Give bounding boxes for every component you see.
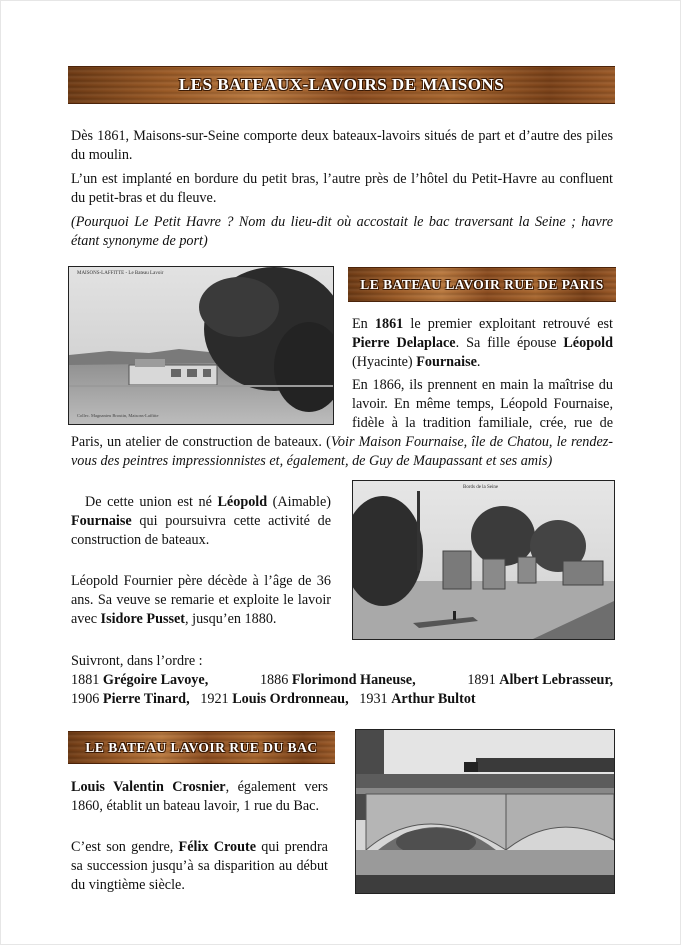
paris-p1-text-c: . Sa fille épouse [455, 335, 564, 351]
successor-6-name: Arthur Bultot [391, 691, 476, 707]
successor-1 [71, 671, 208, 690]
bac-p1-text: , également vers 1860, établit un bateau lavoir, 1 rue du Bac. [71, 779, 328, 814]
successors-lead: Suivront, dans l’ordre : [71, 653, 203, 669]
photo1-footer: Collec. Magnanieu Broutin, Maisons-Laffitte [77, 413, 159, 418]
intro-text-2: L’un est implanté en bordure du petit bras, l’autre près de l’hôtel du Petit-Havre au confluent du petit-bras et du fleuve. [71, 171, 613, 206]
main-title: LES BATEAUX-LAVOIRS DE MAISONS [178, 75, 505, 94]
bac-paragraph-2 [71, 838, 328, 895]
bac-paragraph-1 [71, 778, 328, 816]
intro-note: (Pourquoi Le Petit Havre ? Nom du lieu-dit où accostait le bac traversant la Seine ; havre étant synonyme de port) [71, 214, 613, 249]
paris-p3-text-b: (Aimable) [267, 494, 331, 510]
successor-2-name: Florimond Haneuse, [291, 672, 416, 688]
paris-p1-text-d: (Hyacinte) [352, 354, 417, 370]
paris-p2-italic-note: Voir Maison Fournaise, île de Chatou, le rendez-vous des peintres impressionnistes et, également, de Guy de Maupassant et ses amis) [71, 434, 613, 469]
successor-3-name: Albert Lebrasseur, [499, 672, 613, 688]
paris-p3-text-c: qui poursuivra cette activité de construction de bateaux. [71, 513, 331, 548]
successor-1-year: 1881 [71, 672, 100, 688]
paris-paragraph-1 [352, 315, 613, 372]
paris-p2-spacer [71, 376, 352, 433]
successor-2-year: 1886 [259, 672, 289, 688]
paris-p3-name-fournaise: Fournaise [71, 513, 132, 529]
paris-p3-name-leopold: Léopold [217, 494, 268, 510]
bac-p2-text-b: qui prendra sa succession jusqu’à sa disparition au début du vingtième siècle. [71, 839, 328, 893]
successor-3 [467, 671, 613, 690]
section-paris-banner [348, 267, 616, 302]
paris-p1-text-a: En [352, 316, 375, 332]
bac-p2-name-croute: Félix Croute [178, 839, 257, 855]
paris-p1-name-leopold: Léopold [563, 335, 614, 351]
successors-line-2 [71, 690, 476, 709]
paris-p4-text-b: , jusqu’en 1880. [185, 611, 277, 627]
successor-2 [260, 671, 416, 690]
paris-p3-text-a: De cette union est né [85, 494, 218, 510]
photo-pont-train-image [356, 730, 614, 893]
section-bac-banner [68, 731, 335, 764]
intro-paragraph-3 [71, 213, 613, 251]
paris-p1-name-fournaise: Fournaise [416, 354, 477, 370]
paris-paragraph-3 [71, 493, 331, 550]
paris-p4-text-a: Léopold Fournier père décède à l’âge de 36 ans. Sa veuve se remarie et exploite le lavoir avec [71, 573, 331, 627]
successor-6-year: 1931 [359, 691, 388, 707]
intro-paragraph-1 [71, 127, 613, 165]
successors-line-1 [71, 671, 613, 690]
successor-4-name: Pierre Tinard, [102, 691, 190, 707]
paris-p1-text-e: . [476, 354, 481, 370]
photo2-caption: Bords de la Seine [463, 485, 499, 490]
paris-p4-name-pusset: Isidore Pusset [100, 611, 186, 627]
successor-5-name: Louis Ordronneau, [232, 691, 349, 707]
successor-3-year: 1891 [467, 672, 496, 688]
paris-p1-name-delaplace: Pierre Delaplace [352, 335, 456, 351]
photo-pont-train [355, 729, 615, 894]
successor-5-year: 1921 [200, 691, 229, 707]
main-title-banner [68, 66, 615, 104]
successor-4 [71, 691, 190, 707]
section-bac-title: LE BATEAU LAVOIR RUE DU BAC [85, 739, 318, 755]
section-paris-title: LE BATEAU LAVOIR RUE DE PARIS [360, 276, 604, 292]
photo-piles-moulin [352, 480, 615, 640]
successor-5 [200, 691, 348, 707]
bac-p1-name-crosnier: Louis Valentin Crosnier [71, 779, 226, 795]
paris-p1-text-b: le premier exploitant retrouvé est [403, 316, 613, 332]
photo1-caption: MAISONS-LAFFITTE - Le Bateau Lavoir [77, 271, 164, 276]
successor-1-name: Grégoire Lavoye, [102, 672, 209, 688]
successor-6 [359, 691, 475, 707]
paris-p2-text: En 1866, ils prennent en main la maîtrise du lavoir. En même temps, Léopold Fournaise, fidèle à la tradition familiale, crée, rue de Paris, un atelier de construction de bateaux. ( [71, 377, 613, 450]
bac-p2-text-a: C’est son gendre, [71, 839, 179, 855]
paris-p1-year: 1861 [374, 316, 404, 332]
photo-piles-moulin-image [353, 481, 614, 639]
paris-paragraph-2 [71, 376, 613, 471]
intro-paragraph-2 [71, 170, 613, 208]
intro-text-1: Dès 1861, Maisons-sur-Seine comporte deux bateaux-lavoirs situés de part et d’autre des piles du moulin. [71, 128, 613, 163]
paris-paragraph-4 [71, 572, 331, 629]
successor-4-year: 1906 [71, 691, 100, 707]
